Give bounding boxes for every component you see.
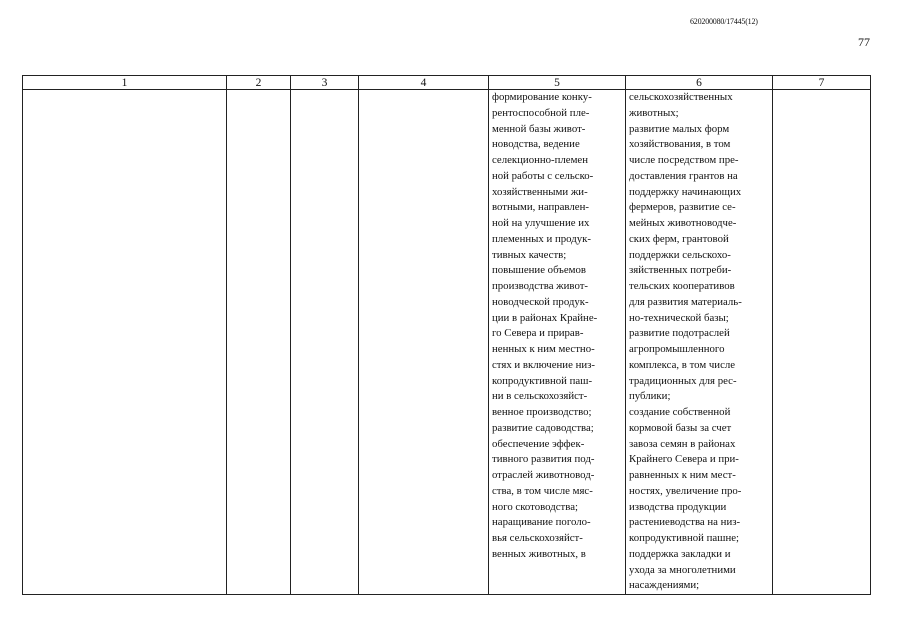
cell-col7 — [773, 90, 871, 595]
text-line: животных; — [629, 106, 679, 119]
document-code: 620200080/17445(12) — [690, 17, 758, 26]
page-number: 77 — [858, 35, 870, 49]
text-line: ских ферм, грантовой — [629, 232, 729, 245]
text-line: равненных к ним мест- — [629, 469, 736, 481]
text-line: ного скотоводства; — [492, 500, 579, 513]
text-line: числе посредством пре- — [629, 154, 739, 166]
text-line: новодческой продук- — [492, 295, 589, 308]
column-header-2: 2 — [227, 76, 291, 90]
text-line: зяйственных потреби- — [629, 264, 732, 277]
text-line: ства, в том числе мяс- — [492, 484, 593, 497]
text-line: производства живот- — [492, 280, 589, 292]
column-header-5: 5 — [489, 76, 626, 90]
text-line: племенных и продук- — [492, 232, 591, 245]
text-line: поддержку начинающих — [629, 185, 742, 198]
text-line: повышение объемов — [492, 264, 587, 277]
text-line: развитие малых форм — [629, 122, 730, 135]
text-line: венных животных, в — [492, 547, 586, 560]
cell-col2 — [227, 90, 291, 595]
cell-text-col5 — [489, 90, 625, 563]
text-line: селекционно-племен — [492, 154, 589, 166]
column-header-7: 7 — [773, 76, 871, 90]
text-line: ухода за многолетними — [629, 563, 736, 576]
text-line: венное производство; — [492, 406, 592, 418]
text-line: хозяйственными жи- — [492, 185, 588, 198]
text-line: вотными, направлен- — [492, 201, 589, 214]
cell-col5 — [489, 90, 626, 595]
text-line: менной базы живот- — [492, 122, 586, 135]
text-line: развитие подотраслей — [629, 327, 730, 340]
text-line: развитие садоводства; — [492, 421, 594, 434]
text-line: растениеводства на низ- — [629, 516, 741, 529]
text-line: публики; — [629, 390, 671, 403]
text-line: Крайнего Севера и при- — [629, 453, 739, 466]
text-line: мейных животноводче- — [629, 217, 737, 229]
text-line: поддержки сельскохо- — [629, 248, 731, 261]
text-line: тивного развития под- — [492, 453, 595, 466]
text-line: сельскохозяйственных — [629, 91, 733, 103]
cell-col6 — [626, 90, 773, 595]
text-line: наращивание поголо- — [492, 516, 591, 529]
text-line: доставления грантов на — [629, 169, 738, 182]
text-line: отраслей животновод- — [492, 469, 595, 481]
text-line: копродуктивной паш- — [492, 374, 593, 387]
cell-col1 — [23, 90, 227, 595]
text-line: ной на улучшение их — [492, 217, 590, 229]
text-line: обеспечение эффек- — [492, 437, 585, 450]
text-line: рентоспособной пле- — [492, 106, 590, 119]
text-line: ной работы с сельско- — [492, 169, 594, 182]
text-line: создание собственной — [629, 406, 731, 418]
cell-col3 — [291, 90, 359, 595]
text-line: вья сельскохозяйст- — [492, 532, 583, 544]
text-line: формирование конку- — [492, 91, 592, 103]
text-line: ностях, увеличение про- — [629, 484, 742, 497]
text-line: насаждениями; — [629, 579, 700, 592]
text-line: го Севера и прирав- — [492, 327, 584, 340]
column-number-row — [23, 76, 871, 90]
text-line: тивных качеств; — [492, 248, 567, 261]
text-line: поддержка закладки и — [629, 547, 731, 560]
cell-text-col6 — [626, 90, 772, 594]
text-line: новодства, ведение — [492, 138, 580, 151]
column-header-4: 4 — [359, 76, 489, 90]
text-line: фермеров, развитие се- — [629, 201, 736, 214]
text-line: стях и включение низ- — [492, 358, 595, 371]
text-line: хозяйствования, в том — [629, 138, 731, 151]
text-line: ни в сельскохозяйст- — [492, 390, 588, 403]
text-line: традиционных для рес- — [629, 374, 737, 387]
text-line: тельских кооперативов — [629, 280, 735, 292]
text-line: ненных к ним местно- — [492, 343, 595, 355]
program-table — [22, 75, 871, 595]
text-line: для развития материаль- — [629, 295, 742, 308]
text-line: кормовой базы за счет — [629, 421, 732, 434]
column-header-6: 6 — [626, 76, 773, 90]
column-header-1: 1 — [23, 76, 227, 90]
text-line: изводства продукции — [629, 500, 727, 513]
table-row — [23, 90, 871, 595]
column-header-3: 3 — [291, 76, 359, 90]
text-line: но-технической базы; — [629, 311, 729, 324]
text-line: завоза семян в районах — [629, 437, 736, 450]
text-line: ции в районах Крайне- — [492, 311, 598, 324]
text-line: комплекса, в том числе — [629, 358, 736, 371]
text-line: копродуктивной пашне; — [629, 532, 740, 544]
cell-col4 — [359, 90, 489, 595]
text-line: агропромышленного — [629, 343, 725, 355]
